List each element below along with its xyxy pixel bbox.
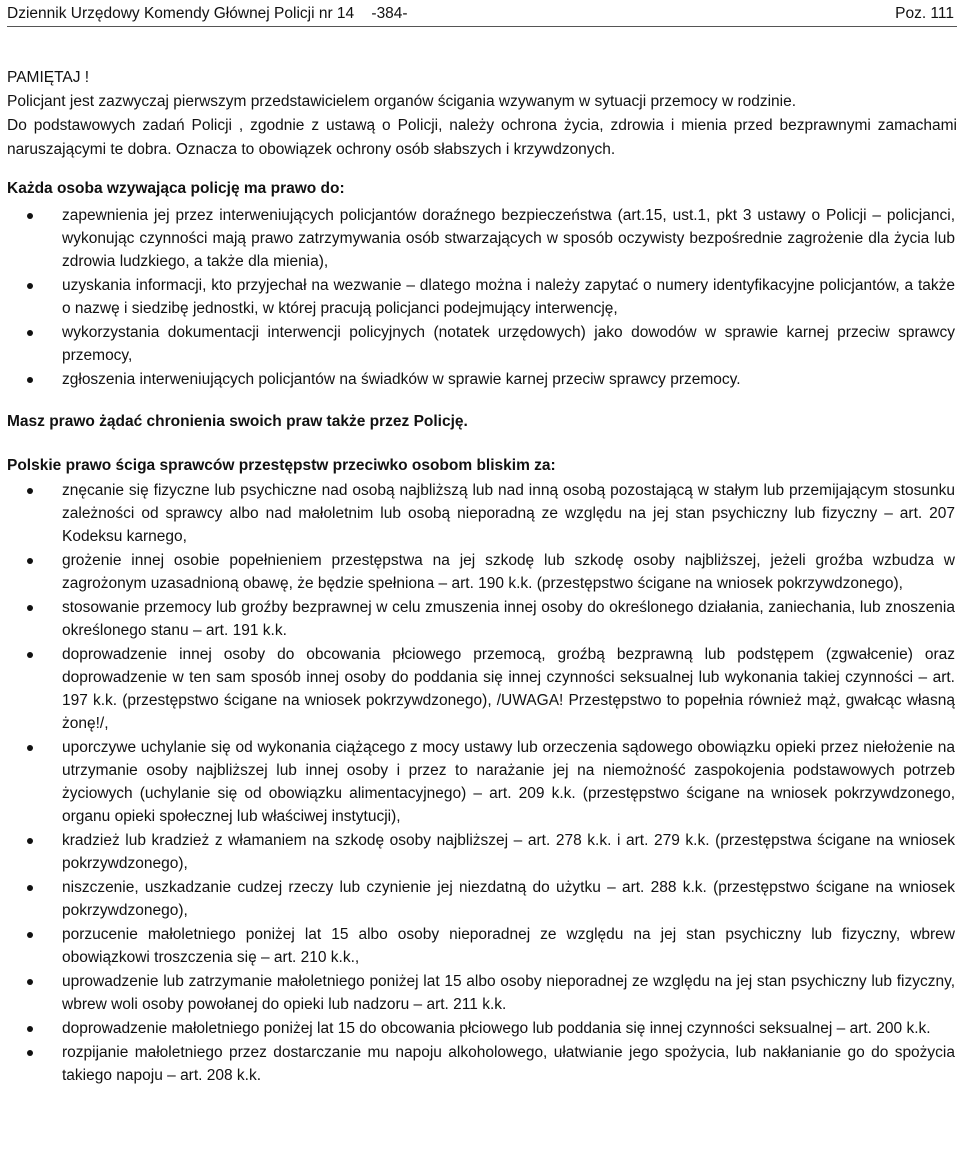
- list-item: [7, 643, 957, 735]
- list-item-text: zapewnienia jej przez interweniujących policjantów doraźnego bezpieczeństwa (art.15, ust.1, pkt 3 ustawy o Policji – policjanci, wykonując czynności mają prawo zatrzymywania osób stwarzających w sposób oczywisty bezpośrednie zagrożenie dla życia lub zdrowia ludzkiego, a także dla mienia),: [62, 207, 955, 270]
- bullet-icon: [27, 488, 33, 494]
- list-item-text: doprowadzenie małoletniego poniżej lat 15 do obcowania płciowego lub poddania się innej czynności seksualnej – art. 200 k.k.: [62, 1020, 931, 1037]
- list-item-text: uprowadzenie lub zatrzymanie małoletniego poniżej lat 15 albo osoby nieporadnej ze względu na jej stan psychiczny lub fizyczny, wbrew woli osoby powołanej do opieki lub nadzoru – art. 211 k.k.: [62, 973, 955, 1013]
- list-item-text: zgłoszenia interweniujących policjantów na świadków w sprawie karnej przeciw sprawcy przemocy.: [62, 371, 741, 388]
- list-item-text: porzucenie małoletniego poniżej lat 15 albo osoby nieporadnej ze względu na jej stan psychiczny lub fizyczny, wbrew obowiązkowi troszczenia się – art. 210 k.k.,: [62, 926, 955, 966]
- bullet-icon: [27, 605, 33, 611]
- list-item: [7, 970, 957, 1016]
- list-item-text: niszczenie, uszkadzanie cudzej rzeczy lub czynienie jej niezdatną do użytku – art. 288 k.k. (przestępstwo ścigane na wniosek pokrzywdzonego),: [62, 879, 955, 919]
- bullet-icon: [27, 838, 33, 844]
- list-item-text: uzyskania informacji, kto przyjechał na wezwanie – dlatego można i należy zapytać o numery identyfikacyjne policjantów, a także o nazwę i siedzibę jednostki, w której pracują policjanci podejmujący interwencję,: [62, 277, 955, 317]
- bullet-icon: [27, 979, 33, 985]
- bullet-icon: [27, 558, 33, 564]
- crimes-heading: Polskie prawo ściga sprawców przestępstw przeciwko osobom bliskim za:: [7, 457, 556, 474]
- header-rule: [7, 26, 957, 27]
- bullet-icon: [27, 213, 33, 219]
- list-item-text: wykorzystania dokumentacji interwencji policyjnych (notatek urzędowych) jako dowodów w sprawie karnej przeciw sprawcy przemocy,: [62, 324, 955, 364]
- list-item-text: kradzież lub kradzież z włamaniem na szkodę osoby najbliższej – art. 278 k.k. i art. 279 k.k. (przestępstwa ścigane na wniosek pokrzywdzonego),: [62, 832, 955, 872]
- page-header: [7, 2, 957, 26]
- list-item: [7, 1017, 957, 1040]
- rights-list: [7, 204, 957, 391]
- bullet-icon: [27, 377, 33, 383]
- demand-statement: Masz prawo żądać chronienia swoich praw także przez Policję.: [7, 413, 468, 430]
- list-item-text: doprowadzenie innej osoby do obcowania płciowego przemocą, groźbą bezprawną lub podstępem (zgwałcenie) oraz doprowadzenie w ten sam sposób innej osoby do poddania się innej czynności seksualnej lub wykonania takiej czynności – art. 197 k.k. (przestępstwo ścigane na wniosek pokrzywdzonego), /UWAGA! Przestępstwo to popełnia również mąż, gwałcąc własną żonę!/,: [62, 646, 955, 732]
- list-item: [7, 876, 957, 922]
- bullet-icon: [27, 885, 33, 891]
- bullet-icon: [27, 330, 33, 336]
- bullet-icon: [27, 1026, 33, 1032]
- bullet-icon: [27, 932, 33, 938]
- list-item-text: uporczywe uchylanie się od wykonania ciążącego z mocy ustawy lub orzeczenia sądowego obowiązku opieki przez niełożenie na utrzymanie osoby najbliższej lub innej osoby i przez to narażanie jej na niemożność zaspokojenia podstawowych potrzeb życiowych (uchylanie się od obowiązku alimentacyjnego) – art. 209 k.k. (przestępstwo ścigane na wniosek pokrzywdzonego, organu opieki społecznej lub właściwej instytucji),: [62, 739, 955, 825]
- list-item: [7, 368, 957, 391]
- rights-heading: Każda osoba wzywająca policję ma prawo do:: [7, 180, 345, 197]
- journal-title: Dziennik Urzędowy Komendy Głównej Policji nr 14 -384-: [7, 5, 408, 22]
- bullet-icon: [27, 1050, 33, 1056]
- list-item: [7, 829, 957, 875]
- list-item: [7, 923, 957, 969]
- position-number: Poz. 111: [895, 5, 954, 22]
- list-item-text: rozpijanie małoletniego przez dostarczanie mu napoju alkoholowego, ułatwianie jego spożycia, lub nakłanianie go do spożycia takiego napoju – art. 208 k.k.: [62, 1044, 955, 1084]
- intro-paragraph-1: Policjant jest zazwyczaj pierwszym przedstawicielem organów ścigania wzywanym w sytuacji przemocy w rodzinie.: [7, 93, 797, 110]
- list-item: [7, 736, 957, 828]
- remember-heading: PAMIĘTAJ !: [7, 69, 90, 86]
- bullet-icon: [27, 745, 33, 751]
- bullet-icon: [27, 283, 33, 289]
- list-item-text: znęcanie się fizyczne lub psychiczne nad osobą najbliższą lub nad inną osobą pozostającą w stałym lub przemijającym stosunku zależności od sprawcy albo nad małoletnim lub osobą nieporadną ze względu na jej stan psychiczny lub fizyczny – art. 207 Kodeksu karnego,: [62, 482, 955, 545]
- intro-paragraph-2: Do podstawowych zadań Policji , zgodnie z ustawą o Policji, należy ochrona życia, zdrowia i mienia przed bezprawnymi zamachami naruszającymi te dobra. Oznacza to obowiązek ochrony osób słabszych i krzywdzonych.: [7, 117, 957, 158]
- list-item: [7, 204, 957, 273]
- document-page: [7, 0, 957, 1088]
- crimes-list: [7, 479, 957, 1087]
- list-item: [7, 274, 957, 320]
- list-item: [7, 1041, 957, 1087]
- list-item: [7, 321, 957, 367]
- list-item-text: grożenie innej osobie popełnieniem przestępstwa na jej szkodę lub szkodę osoby najbliższej, jeżeli groźba wzbudza w zagrożonym uzasadnioną obawę, że będzie spełniona – art. 190 k.k. (przestępstwo ścigane na wniosek pokrzywdzonego),: [62, 552, 955, 592]
- list-item: [7, 479, 957, 548]
- bullet-icon: [27, 652, 33, 658]
- list-item: [7, 549, 957, 595]
- list-item: [7, 596, 957, 642]
- list-item-text: stosowanie przemocy lub groźby bezprawnej w celu zmuszenia innej osoby do określonego działania, zaniechania, lub znoszenia określonego stanu – art. 191 k.k.: [62, 599, 955, 639]
